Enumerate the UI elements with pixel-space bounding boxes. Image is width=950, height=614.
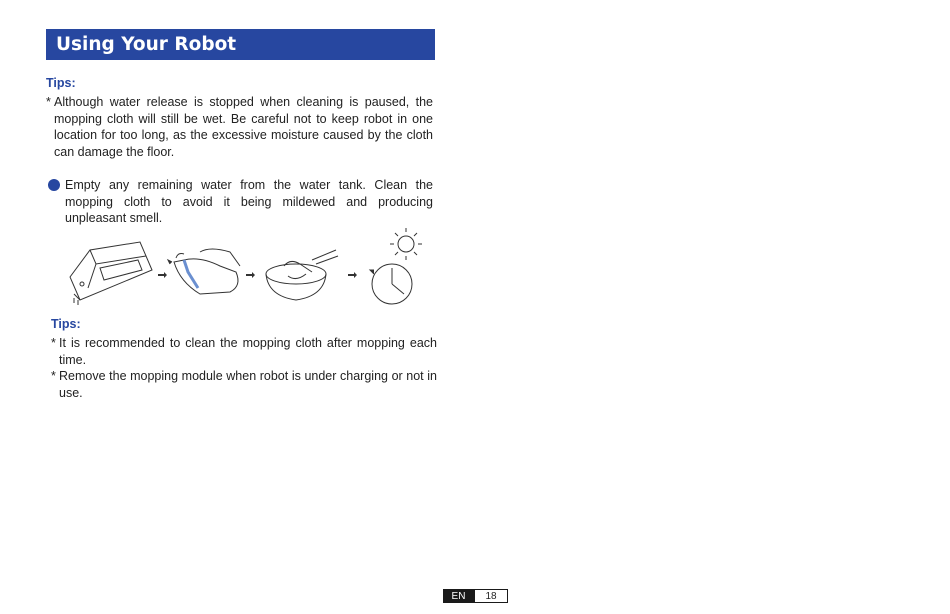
arrow-icon	[246, 272, 255, 278]
tip-marker: *	[46, 95, 51, 109]
arrow-icon	[348, 272, 357, 278]
bullet-dot	[48, 179, 60, 191]
step-instruction: Empty any remaining water from the water tank. Clean the mopping cloth to avoid it being mildewed and producing unpleasant smell.	[65, 178, 433, 225]
tip-item	[51, 335, 437, 368]
tip-marker: *	[51, 336, 56, 350]
tips-label-2: Tips:	[51, 317, 81, 331]
tip-text: It is recommended to clean the mopping cloth after mopping each time.	[59, 336, 437, 367]
language-badge: EN	[443, 589, 474, 603]
remove-cloth-icon	[168, 249, 240, 294]
page-footer	[443, 589, 508, 603]
page-number: 18	[474, 589, 508, 603]
sun-dry-clock-icon	[370, 228, 422, 304]
arrow-icon	[158, 272, 167, 278]
mop-module-icon	[70, 242, 152, 305]
tip-text: Although water release is stopped when cleaning is paused, the mopping cloth will still be wet. Be careful not to keep robot in one location for too long, as the excessive moisture caused by the cloth can damage the floor.	[54, 95, 433, 159]
tip-marker: *	[51, 369, 56, 383]
section-title: Using Your Robot	[56, 34, 237, 55]
tip-text: Remove the mopping module when robot is under charging or not in use.	[59, 369, 437, 400]
tips-label-1: Tips:	[46, 76, 76, 90]
section-header	[46, 29, 435, 60]
tip-item	[46, 94, 433, 160]
cleaning-illustration	[60, 222, 430, 314]
tip-item	[51, 368, 437, 401]
wash-bowl-icon	[266, 250, 338, 300]
